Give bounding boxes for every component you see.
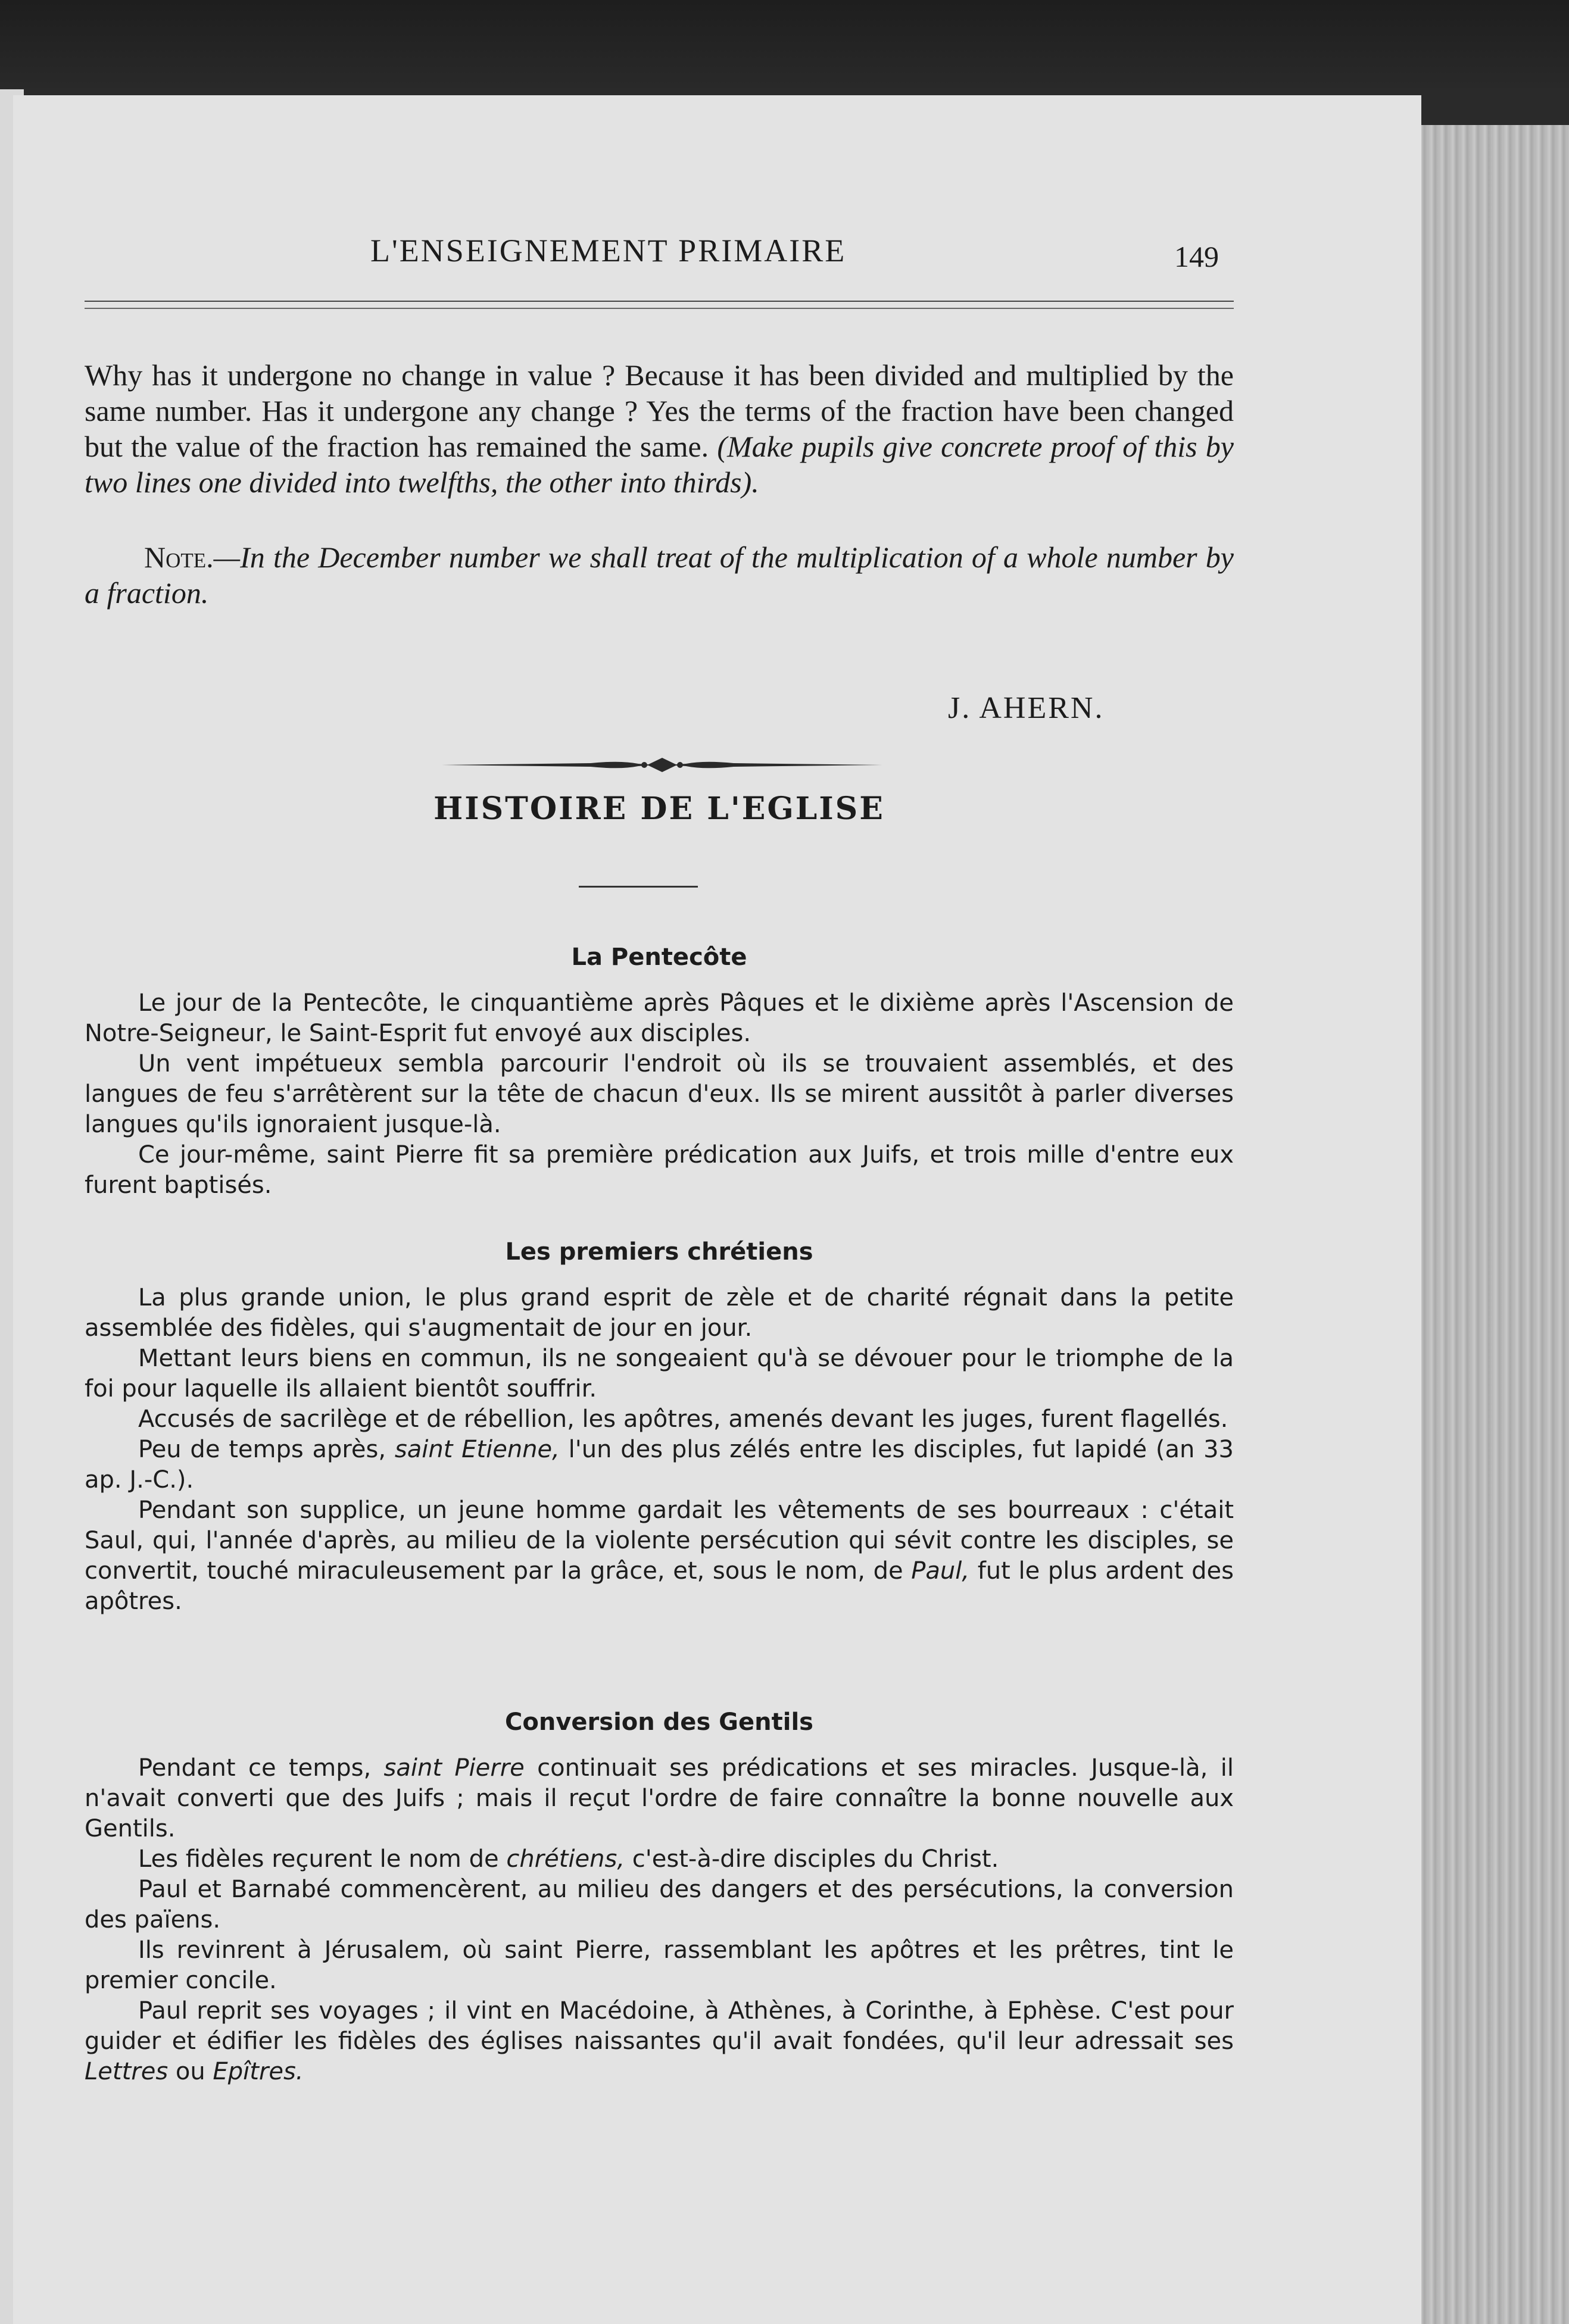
gentils-p2-b: c'est-à-dire disciples du Christ. bbox=[625, 1845, 999, 1873]
gentils-p5-italic-2: Epîtres. bbox=[213, 2058, 304, 2085]
chretiens-p5-a: Pendant son supplice, un jeune homme gardait les vêtements de ses bourreaux : c'était Saul, qui, l'année d'après, au milieu de la violente persécution qui sévit contre les disciples, se convertit, touché miraculeusement par la grâce, et, sous le nom, de bbox=[85, 1497, 1234, 1585]
pentecote-p2: Un vent impétueux sembla parcourir l'endroit où ils se trouvaient assemblés, et des langues de feu s'arrêtèrent sur la tête de chacun d'eux. Ils se mirent aussitôt à parler diverses langues qu'ils ignoraient jusque-là. bbox=[85, 1050, 1234, 1138]
gentils-p5 bbox=[85, 1996, 1234, 2087]
gentils-p3: Paul et Barnabé commencèrent, au milieu des dangers et des persécutions, la conversion des païens. bbox=[85, 1876, 1234, 1933]
book-page-edges bbox=[1417, 125, 1569, 2324]
gentils-p1-italic: saint Pierre bbox=[383, 1754, 525, 1782]
running-title: L'ENSEIGNEMENT PRIMAIRE bbox=[370, 233, 847, 268]
heading-pentecote: La Pentecôte bbox=[571, 944, 747, 971]
note-text: —In the December number we shall treat of the multiplication of a whole number by a fraction. bbox=[85, 541, 1234, 610]
author-signature: J. AHERN. bbox=[948, 691, 1105, 725]
chretiens-p4-a: Peu de temps après, bbox=[138, 1436, 395, 1463]
book-page bbox=[13, 95, 1421, 2324]
ornament-divider bbox=[442, 753, 882, 777]
math-paragraph bbox=[85, 357, 1234, 500]
chretiens-p1: La plus grande union, le plus grand esprit de zèle et de charité régnait dans la petite assemblée des fidèles, qui s'augmentait de jour en jour. bbox=[85, 1284, 1234, 1342]
chretiens-p5-b: fut le plus ardent des apôtres. bbox=[85, 1557, 1234, 1615]
chretiens-p2: Mettant leurs biens en commun, ils ne songeaient qu'à se dévouer pour le triomphe de la foi pour laquelle ils allaient bientôt souffrir. bbox=[85, 1345, 1234, 1402]
chretiens-body bbox=[85, 1283, 1234, 1617]
pentecote-body bbox=[85, 988, 1234, 1201]
note-paragraph bbox=[85, 539, 1234, 611]
note-label: Note. bbox=[144, 541, 214, 574]
math-text: Why has it undergone no change in value ? Because it has been divided and multiplied by the same number. Has it undergone any change ? Yes the terms of the fraction have been changed but the value of the fraction has remained the same. bbox=[85, 358, 1234, 463]
chretiens-p5 bbox=[85, 1495, 1234, 1617]
chretiens-p4 bbox=[85, 1435, 1234, 1495]
gentils-p4: Ils revinrent à Jérusalem, où saint Pierre, rassemblant les apôtres et les prêtres, tint le premier concile. bbox=[85, 1936, 1234, 1994]
gentils-p2-a: Les fidèles reçurent le nom de bbox=[138, 1845, 507, 1873]
gentils-p1 bbox=[85, 1753, 1234, 1844]
gentils-p2-italic: chrétiens, bbox=[506, 1845, 625, 1873]
chretiens-p4-italic: saint Etienne, bbox=[394, 1436, 560, 1463]
chretiens-p4-b: l'un des plus zélés entre les disciples, fut lapidé (an 33 ap. J.-C.). bbox=[85, 1436, 1234, 1494]
gentils-p5-italic-1: Lettres bbox=[85, 2058, 169, 2085]
heading-chretiens: Les premiers chrétiens bbox=[505, 1238, 813, 1266]
header-rule bbox=[85, 301, 1234, 309]
math-italic-text: (Make pupils give concrete proof of this by two lines one divided into twelfths, the other into thirds). bbox=[85, 430, 1234, 499]
chretiens-p3: Accusés de sacrilège et de rébellion, les apôtres, amenés devant les juges, furent flagellés. bbox=[138, 1405, 1228, 1433]
gentils-p1-b: continuait ses prédications et ses miracles. Jusque-là, il n'avait converti que des Juifs ; mais il reçut l'ordre de faire connaître la bonne nouvelle aux Gentils. bbox=[85, 1754, 1234, 1842]
pentecote-p1: Le jour de la Pentecôte, le cinquantième après Pâques et le dixième après l'Ascension de Notre-Seigneur, le Saint-Esprit fut envoyé aux disciples. bbox=[85, 989, 1234, 1047]
gentils-p2 bbox=[85, 1844, 1234, 1875]
chretiens-p5-italic: Paul, bbox=[911, 1557, 970, 1585]
gentils-body bbox=[85, 1753, 1234, 2087]
title-rule bbox=[579, 886, 698, 888]
gentils-p1-a: Pendant ce temps, bbox=[138, 1754, 384, 1782]
gentils-p5-a: Paul reprit ses voyages ; il vint en Macédoine, à Athènes, à Corinthe, à Ephèse. C'est pour guider et édifier les fidèles des églises naissantes qu'il avait fondées, qu'il leur adressait ses bbox=[85, 1997, 1234, 2055]
section-title: HISTOIRE DE L'EGLISE bbox=[433, 791, 885, 827]
page-number: 149 bbox=[1174, 240, 1219, 273]
gentils-p5-mid: ou bbox=[168, 2058, 213, 2085]
heading-gentils: Conversion des Gentils bbox=[505, 1708, 813, 1736]
running-header bbox=[85, 226, 1234, 274]
pentecote-p3: Ce jour-même, saint Pierre fit sa première prédication aux Juifs, et trois mille d'entre eux furent baptisés. bbox=[85, 1141, 1234, 1199]
